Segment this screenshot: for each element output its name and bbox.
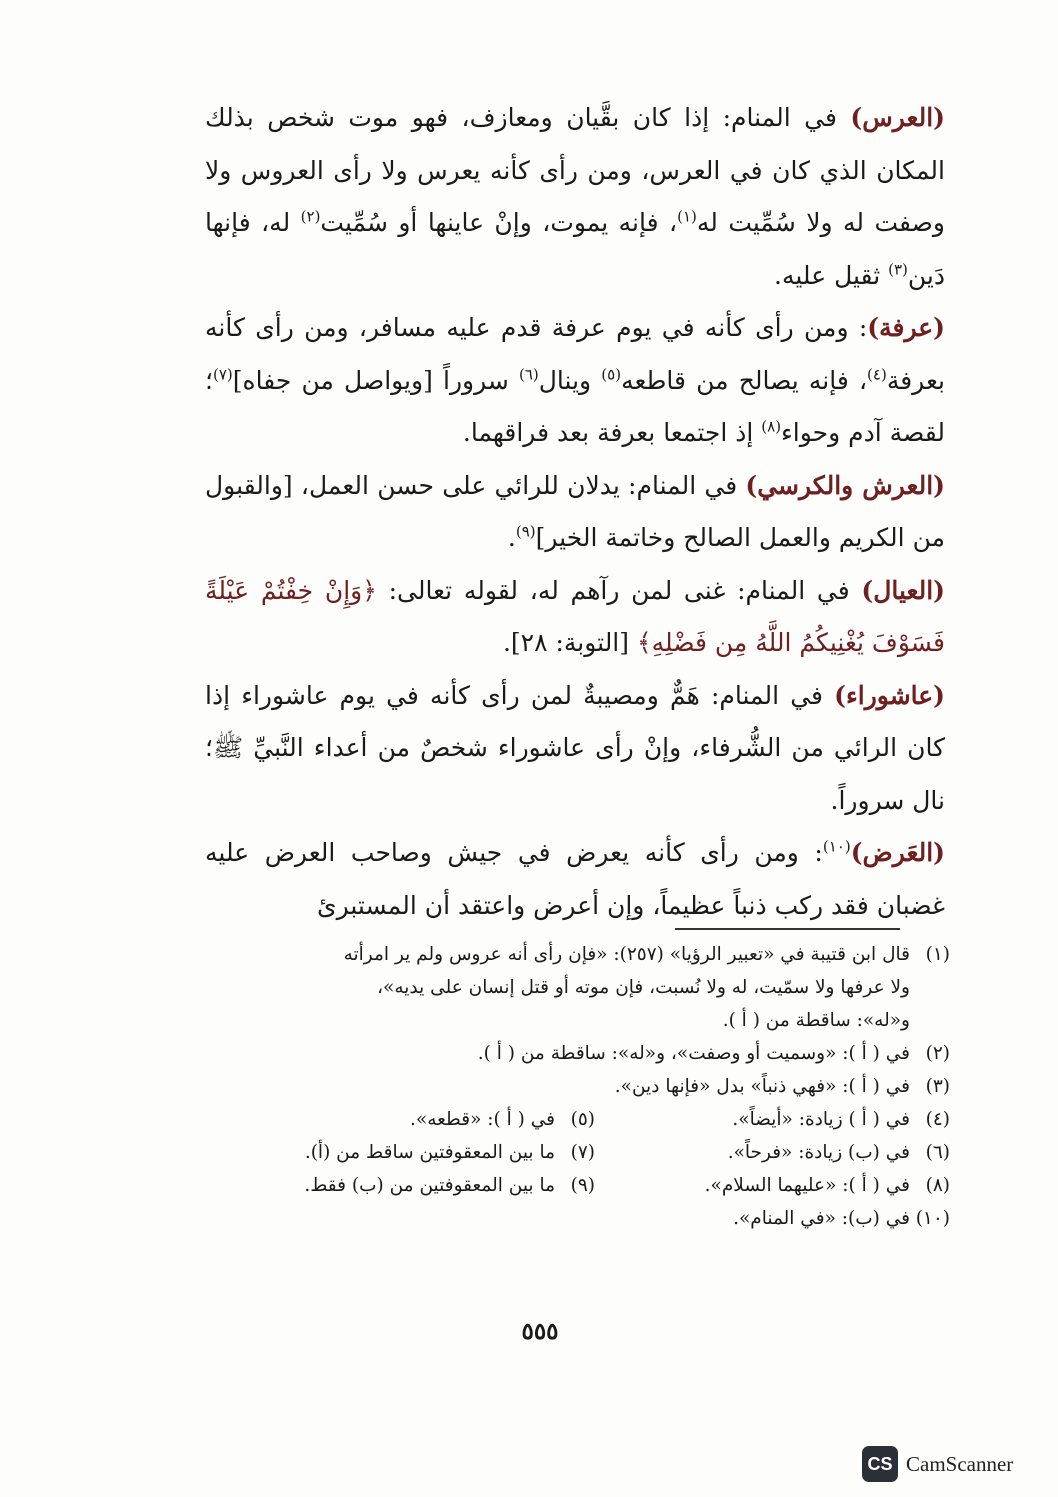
- footnote-text: في (ب) زيادة: «فرحاً».: [727, 1142, 910, 1163]
- entry-text: في المنام: غنى لمن رآهم له، لقوله تعالى:: [376, 575, 862, 605]
- entry-al-ard: [205, 827, 945, 932]
- footnote-number: (٣): [925, 1076, 950, 1097]
- entry-text: إذ اجتمعا بعرفة بعد فراقهما.: [462, 418, 762, 447]
- footnote-row-8-9: [215, 1169, 950, 1202]
- footnote-ref: (١٠): [822, 837, 851, 856]
- footnote-text: في (ب): «في المنام».: [733, 1208, 910, 1229]
- footnote-10: [215, 1202, 950, 1235]
- entry-text: [التوبة: ٢٨].: [502, 628, 637, 657]
- footnote-3: [215, 1070, 950, 1103]
- footnote-1-line-2: ولا عرفها ولا سمّيت، له ولا نُسبت، فإن موته أو قتل إنسان على يديه»،: [377, 977, 910, 998]
- entry-al-arsh: [205, 460, 945, 565]
- footnote-ref: (٤): [867, 365, 887, 384]
- footnote-4: [595, 1103, 950, 1136]
- footnote-1-line-3: و«له»: ساقطة من ( أ ).: [722, 1010, 910, 1031]
- footnote-7: [240, 1136, 595, 1169]
- footnote-text: قال ابن قتيبة في «تعبير الرؤيا» (٢٥٧): «فإن رأى أنه عروس ولم ير امرأته: [343, 944, 910, 965]
- entry-term: (العرس): [850, 103, 945, 132]
- entry-term: (العيال): [861, 575, 946, 605]
- footnote-text: في ( أ ): «قطعه».: [410, 1109, 555, 1130]
- footnote-2: [215, 1037, 950, 1070]
- entry-text: في المنام: إذا كان بقَّيان ومعازف، فهو موت شخص بذلك المكان الذي كان في العرس، ومن رأى كأنه يعرس ولا رأى العروس ولا وصفت له ولا سُمِّيت له: [205, 103, 945, 237]
- footnote-ref: (٩): [515, 522, 536, 541]
- footnote-1: [215, 938, 950, 971]
- footnote-9: [240, 1169, 595, 1202]
- footnote-6: [595, 1136, 950, 1169]
- footnote-row-6-7: [215, 1136, 950, 1169]
- footnote-text: ما بين المعقوفتين ساقط من (أ).: [304, 1142, 555, 1163]
- footnote-number: (١٠): [915, 1208, 950, 1229]
- footnote-text: ما بين المعقوفتين من (ب) فقط.: [304, 1175, 555, 1196]
- entry-text: في المنام: يدلان للرائي على حسن العمل، [والقبول من الكريم والعمل الصالح وخاتمة الخير]: [205, 470, 945, 552]
- entry-text: ، فإنه يصالح من قاطعه: [621, 365, 868, 395]
- footnote-row-4-5: [215, 1103, 950, 1136]
- entry-term: (العَرض): [850, 838, 945, 867]
- footnote-ref: (٢): [300, 207, 321, 226]
- footnote-ref: (١): [677, 207, 697, 226]
- footnote-separator: [675, 928, 900, 930]
- entry-text: في المنام: هَمٌّ ومصيبةٌ لمن رأى كأنه في يوم عاشوراء إذا كان الرائي من الشُّرفاء، وإنْ رأى عاشوراء شخصٌ من أعداء النَّبيِّ ﷺ؛ نال سروراً.: [205, 680, 945, 815]
- footnote-number: (٨): [925, 1175, 950, 1196]
- footnote-8: [595, 1169, 950, 1202]
- footnote-number: (٥): [570, 1109, 595, 1130]
- camscanner-logo-icon: CS: [862, 1446, 898, 1482]
- footnote-ref: (٧): [212, 365, 233, 384]
- page-number: ٥٥٥: [521, 1318, 559, 1345]
- footnote-ref: (٥): [601, 365, 622, 384]
- entry-text: ؛ لقصة آدم وحواء: [205, 365, 945, 447]
- entry-text: : ومن رأى كأنه في يوم عرفة قدم عليه مسافر، ومن رأى كأنه بعرفة: [205, 313, 945, 395]
- footnote-number: (١): [925, 944, 950, 965]
- entry-text: .: [507, 523, 516, 552]
- entry-arafa: [205, 302, 945, 460]
- entry-text: سروراً [ويواصل من جفاه]: [232, 365, 519, 395]
- camscanner-label: CamScanner: [906, 1451, 1014, 1476]
- entry-text: له، فإنها دَين: [205, 208, 945, 290]
- entry-al-iyal: [205, 565, 945, 670]
- entry-text: ثقيل عليه.: [774, 260, 889, 290]
- entry-text: وينال: [538, 365, 602, 395]
- footnote-number: (٧): [570, 1142, 595, 1163]
- entry-term: (العرش والكرسي): [745, 470, 945, 500]
- footnote-number: (٤): [925, 1109, 950, 1130]
- entry-term: (عرفة): [867, 313, 945, 342]
- footnote-text: في ( أ ): «وسميت أو وصفت»، و«له»: ساقطة من ( أ ).: [477, 1043, 910, 1064]
- footnotes: [215, 938, 950, 1235]
- footnote-5: [240, 1103, 595, 1136]
- entry-ashura: [205, 670, 945, 828]
- footnote-text: في ( أ ) زيادة: «أيضاً».: [732, 1109, 910, 1130]
- footnote-number: (٢): [925, 1043, 950, 1064]
- entry-al-urs: [205, 92, 945, 302]
- main-text: [205, 92, 945, 932]
- footnote-number: (٦): [925, 1142, 950, 1163]
- footnote-ref: (٣): [888, 260, 908, 279]
- footnote-ref: (٦): [518, 365, 539, 384]
- footnote-ref: (٨): [761, 417, 782, 436]
- camscanner-watermark: [862, 1446, 1013, 1482]
- footnote-text: في ( أ ): «عليهما السلام».: [704, 1175, 910, 1196]
- footnote-text: في ( أ ): «فهي ذنباً» بدل «فإنها دين».: [614, 1076, 910, 1097]
- footnote-number: (٩): [570, 1175, 595, 1196]
- entry-text: ، فإنه يموت، وإنْ عاينها أو سُمِّيت: [320, 208, 678, 237]
- entry-text: : ومن رأى كأنه يعرض في جيش وصاحب العرض عليه غضبان فقد ركب ذنباً عظيماً، وإن أعرض واعتقد أن المستبرئ: [205, 838, 945, 920]
- entry-term: (عاشوراء): [834, 680, 945, 710]
- quran-verse: ﴿وَإِنْ خِفْتُمْ عَيْلَةً فَسَوْفَ يُغْنِيكُمُ اللَّهُ مِن فَضْلِهِ﴾: [205, 575, 945, 657]
